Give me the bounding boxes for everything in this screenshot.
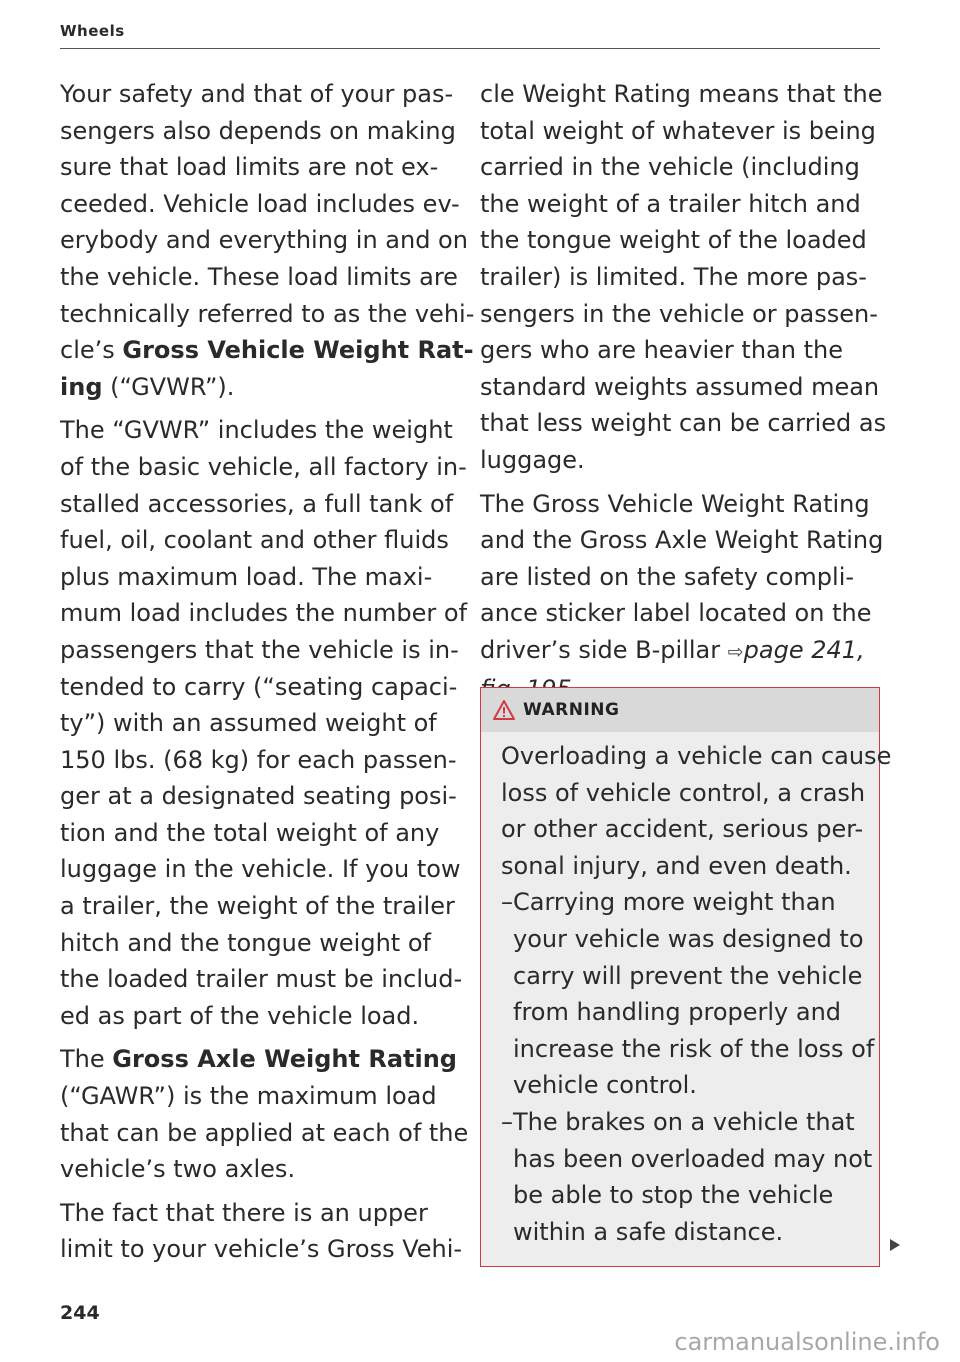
text-line: mum load includes the number of [60, 599, 468, 628]
text-line: ger at a designated seating posi- [60, 782, 457, 811]
text-line: a trailer, the weight of the trailer [60, 892, 455, 921]
text-line: are listed on the safety compli- [480, 562, 855, 591]
warning-box [480, 687, 892, 1267]
gvwr-term-line2: ing [60, 372, 103, 401]
text-line: ed as part of the vehicle load. [60, 1001, 420, 1030]
text-line: ty”) with an assumed weight of [60, 709, 437, 738]
warning-triangle-icon [493, 700, 515, 720]
warning-bullet-1 [501, 884, 875, 1104]
text-line: ance sticker label located on the [480, 599, 872, 628]
gvwr-prefix: cle’s [60, 336, 123, 365]
text-line: (“GAWR”) is the maximum load [60, 1082, 437, 1111]
text-line: The fact that there is an upper [60, 1198, 428, 1227]
text-line: gers who are heavier than the [480, 336, 843, 365]
gawr-term: Gross Axle Weight Rating [112, 1045, 457, 1074]
text-line: within a safe distance. [513, 1217, 784, 1246]
text-line: or other accident, serious per- [501, 815, 864, 844]
text-line: that less weight can be carried as [480, 409, 887, 438]
watermark: carmanualsonline.info [674, 1328, 940, 1356]
text-line: passengers that the vehicle is in- [60, 635, 459, 664]
text-line: Overloading a vehicle can cause [501, 742, 892, 770]
text-line: vehicle control. [513, 1071, 697, 1100]
warning-header [481, 688, 879, 732]
text-line: ceeded. Vehicle load includes ev- [60, 189, 460, 218]
text-line: the vehicle. These load limits are [60, 262, 458, 291]
text-line: technically referred to as the vehi- [60, 299, 475, 328]
text-line: standard weights assumed mean [480, 372, 880, 401]
text-line: from handling properly and [513, 998, 842, 1027]
warning-bullet-2 [501, 1104, 873, 1250]
text-line: of the basic vehicle, all factory in- [60, 452, 467, 481]
paragraph-gawr-definition [60, 1041, 469, 1187]
text-line: hitch and the tongue weight of [60, 928, 431, 957]
text-line: carry will prevent the vehicle [513, 961, 863, 990]
text-line: Your safety and that of your pas- [60, 80, 454, 108]
text-line: and the Gross Axle Weight Rating [480, 526, 884, 555]
text-line: the weight of a trailer hitch and [480, 189, 861, 218]
text-line: has been overloaded may not [513, 1144, 873, 1173]
bullet-dash: – [501, 1107, 513, 1136]
arrow-right-icon: ⇨ [727, 640, 744, 663]
paragraph-load-limits [60, 76, 475, 405]
text-line: vehicle’s two axles. [60, 1155, 296, 1184]
gvwr-term-line1: Gross Vehicle Weight Rat- [122, 336, 474, 365]
paragraph-sticker-location [480, 486, 884, 708]
text-line: The brakes on a vehicle that [513, 1107, 855, 1136]
text-line: loss of vehicle control, a crash [501, 778, 866, 807]
text-line: plus maximum load. The maxi- [60, 562, 433, 591]
text-line: trailer) is limited. The more pas- [480, 262, 867, 291]
section-header: Wheels [60, 22, 125, 40]
text-line: be able to stop the vehicle [513, 1181, 834, 1210]
text-line: 150 lbs. (68 kg) for each passen- [60, 745, 457, 774]
bullet-dash: – [501, 888, 513, 917]
text-line: tion and the total weight of any [60, 818, 440, 847]
right-column [480, 76, 887, 714]
text-line: Carrying more weight than [513, 888, 836, 917]
text-line: luggage. [480, 445, 585, 474]
warning-intro [501, 738, 892, 884]
left-column [60, 76, 475, 1275]
text-line: the loaded trailer must be includ- [60, 965, 463, 994]
warning-title: WARNING [523, 700, 620, 720]
text-line: that can be applied at each of the [60, 1118, 469, 1147]
text-line: your vehicle was designed to [513, 924, 864, 953]
text-line: the tongue weight of the loaded [480, 226, 867, 255]
text-line: luggage in the vehicle. If you tow [60, 855, 461, 884]
text-line: total weight of whatever is being [480, 116, 876, 145]
text-line: sengers also depends on making [60, 116, 456, 145]
text-line: cle Weight Rating means that the [480, 80, 883, 108]
text-line: increase the risk of the loss of [513, 1034, 875, 1063]
text-line: stalled accessories, a full tank of [60, 489, 454, 518]
paragraph-upper-limit [60, 1195, 463, 1268]
text-line: carried in the vehicle (including [480, 153, 860, 182]
gawr-prefix: The [60, 1045, 113, 1074]
text-line: limit to your vehicle’s Gross Vehi- [60, 1235, 463, 1264]
continue-arrow-icon [888, 1238, 902, 1252]
paragraph-gvwr-definition [60, 412, 468, 1034]
text-line: The Gross Vehicle Weight Rating [480, 489, 870, 518]
page-number: 244 [60, 1302, 100, 1324]
text-line: sengers in the vehicle or passen- [480, 299, 878, 328]
text-line: sonal injury, and even death. [501, 851, 852, 880]
page-reference-link[interactable]: page 241, [743, 635, 865, 664]
reference-prefix: driver’s side B-pillar [480, 635, 728, 664]
text-line: fuel, oil, coolant and other fluids [60, 526, 449, 555]
header-rule [60, 48, 880, 49]
gvwr-suffix: (“GVWR”). [102, 372, 235, 401]
text-line: The “GVWR” includes the weight [60, 416, 453, 445]
text-line: tended to carry (“seating capaci- [60, 672, 458, 701]
text-line: sure that load limits are not ex- [60, 153, 439, 182]
text-line: erybody and everything in and on [60, 226, 468, 255]
warning-body [481, 732, 892, 1266]
paragraph-weight-rating [480, 76, 887, 479]
